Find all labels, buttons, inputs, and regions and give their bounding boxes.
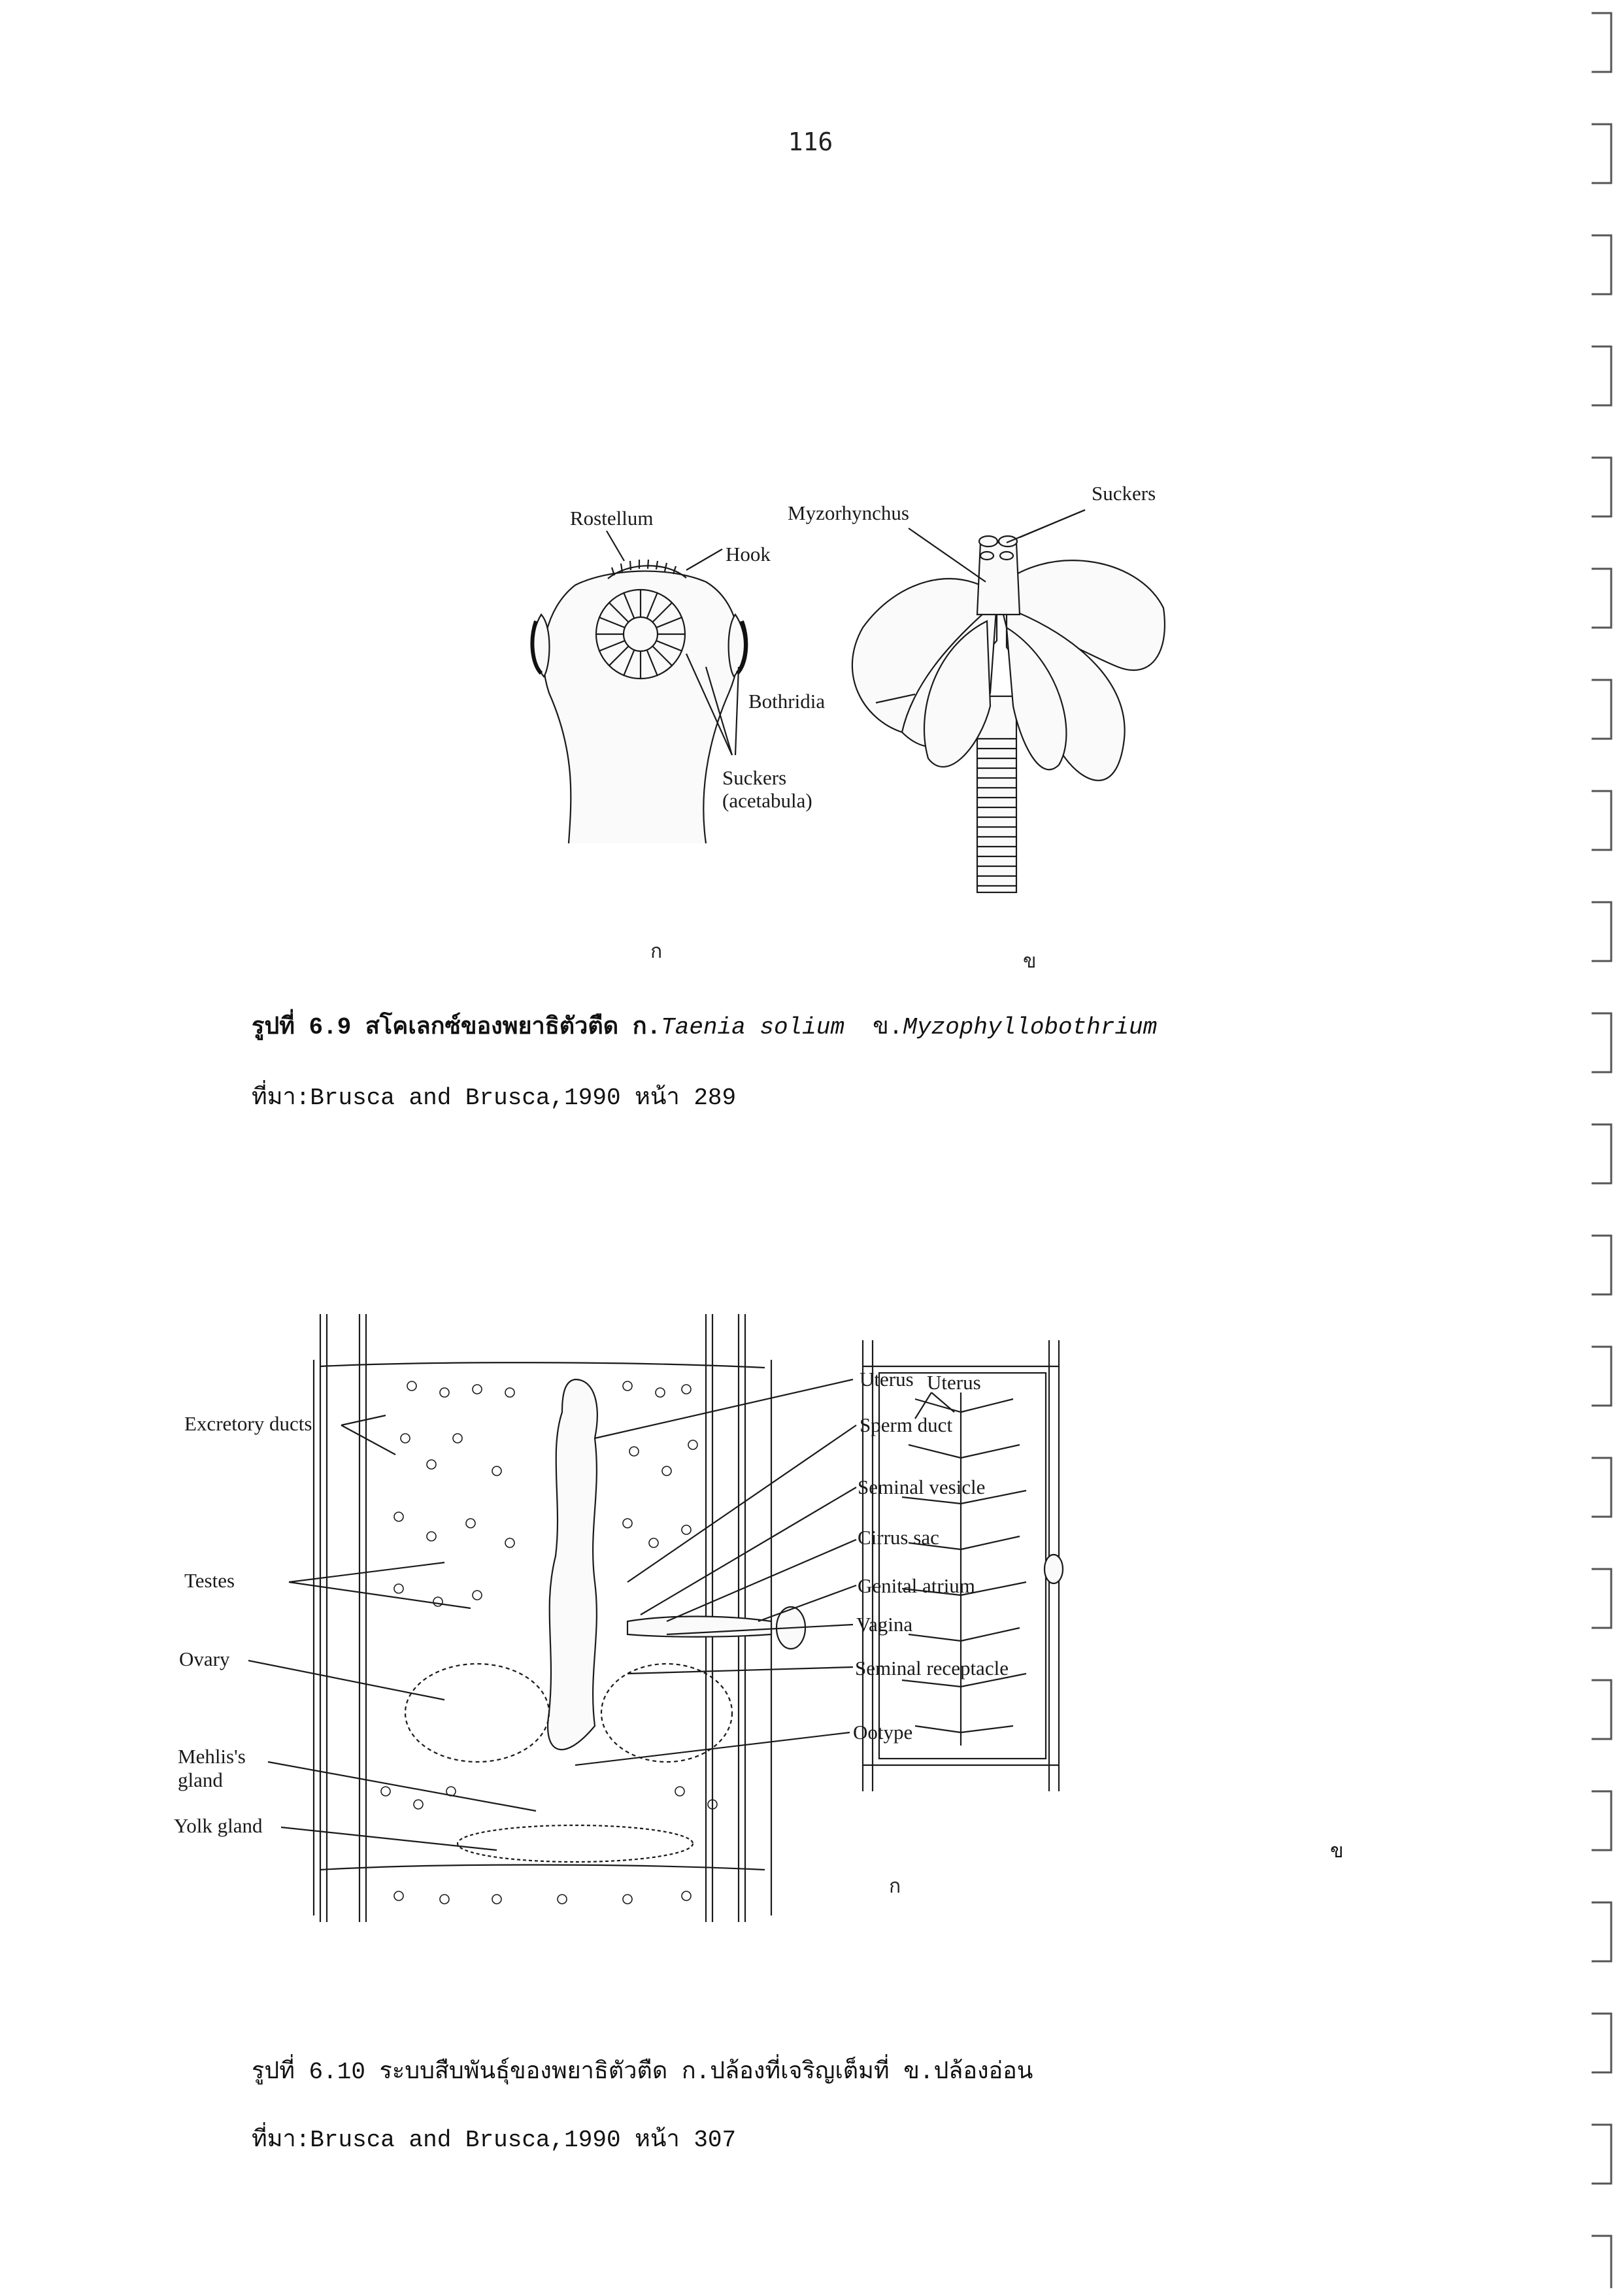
label-excretory-ducts: Excretory ducts [184, 1412, 312, 1435]
binding-holes [1585, 0, 1621, 2296]
panel-a-label: ก [650, 940, 663, 963]
panel-b-label: ข [1023, 950, 1037, 973]
label-bothridia: Bothridia [748, 690, 826, 713]
label-sperm-duct: Sperm duct [860, 1413, 953, 1436]
figure-6-9-source: ที่มา:Brusca and Brusca,1990 หน้า 289 [252, 1085, 737, 1111]
myzophyllobothrium-scolex-drawing [852, 536, 1165, 892]
label-mehlis-line1: Mehlis's [178, 1745, 246, 1768]
panel-a-label-6-10: ก [889, 1875, 901, 1898]
label-vagina: Vagina [856, 1613, 913, 1636]
label-ovary: Ovary [179, 1647, 230, 1670]
label-uterus-b: Uterus [927, 1371, 981, 1394]
label-acetabula: (acetabula) [722, 789, 812, 812]
label-seminal-vesicle: Seminal vesicle [858, 1476, 986, 1498]
label-uterus-a: Uterus [860, 1368, 914, 1391]
label-suckers-b: Suckers [1092, 482, 1156, 505]
mature-proglottid-drawing [314, 1314, 805, 1922]
label-seminal-receptacle: Seminal receptacle [855, 1657, 1009, 1680]
label-hook: Hook [726, 543, 771, 566]
panel-b-label-6-10: ข [1330, 1840, 1344, 1863]
species-taenia: Taenia solium [661, 1014, 844, 1041]
figure-6-9-illustration [510, 458, 1203, 981]
caption-6-9-mid: ข. [844, 1014, 903, 1041]
figure-6-10-illustration [170, 1308, 1072, 1935]
label-myzorhynchus: Myzorhynchus [788, 501, 909, 524]
label-rostellum: Rostellum [570, 507, 654, 530]
label-mehlis-line2: gland [178, 1768, 223, 1791]
label-suckers-acetabula: Suckers [722, 766, 787, 789]
taenia-scolex-drawing [532, 560, 746, 843]
figure-6-10-caption: รูปที่ 6.10 ระบบสืบพันธุ์ของพยาธิตัวตืด ก.ปล้องที่เจริญเต็มที่ ข.ปล้องอ่อน [252, 2059, 1033, 2085]
label-ootype: Ootype [853, 1721, 913, 1744]
label-genital-atrium: Genital atrium [858, 1574, 975, 1597]
species-myzophyllobothrium: Myzophyllobothrium [903, 1014, 1158, 1041]
caption-6-9-prefix: รูปที่ 6.9 สโคเลกซ์ของพยาธิตัวตืด ก. [252, 1014, 661, 1041]
label-testes: Testes [184, 1569, 235, 1592]
figure-6-9-caption [252, 1007, 1157, 1044]
label-yolk-gland: Yolk gland [174, 1814, 263, 1837]
page-number: 116 [788, 127, 833, 156]
label-cirrus-sac: Cirrus sac [858, 1526, 939, 1549]
figure-6-10-source: ที่มา:Brusca and Brusca,1990 หน้า 307 [252, 2127, 737, 2153]
